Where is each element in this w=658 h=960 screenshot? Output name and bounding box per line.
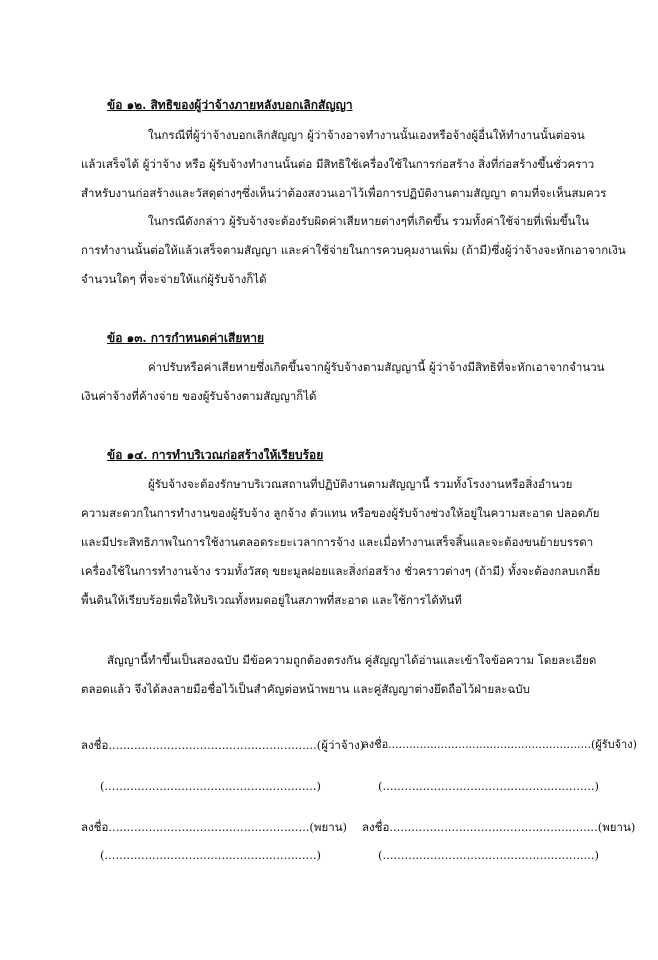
section-12-line-6: จำนวนใดๆ ที่จะจ่ายให้แก่ผู้รับจ้างก็ได้ <box>81 272 267 286</box>
witness-2-signature-line: ลงชื่อ.........................................................(พยาน) <box>362 820 636 834</box>
witness-2-name-line: (..........................................................) <box>378 848 599 862</box>
section-14-line-2: ความสะดวกในการทำงานของผู้รับจ้าง ลูกจ้าง ตัวแทน หรือของผู้รับจ้างช่วงให้อยู่ในความสะอาด ปลอดภัย <box>81 506 600 520</box>
section-14-line-5: พื้นดินให้เรียบร้อยเพื่อให้บริเวณทั้งหมดอยู่ในสภาพที่สะอาด และใช้การได้ทันที <box>81 593 462 607</box>
section-14-line-1: ผู้รับจ้างจะต้องรักษาบริเวณสถานที่ปฏิบัติงานตามสัญญานี้ รวมทั้งโรงงานหรือสิ่งอำนวย <box>148 477 573 491</box>
section-12-line-2: แล้วเสร็จได้ ผู้ว่าจ้าง หรือ ผู้รับจ้างทำงานนั้นต่อ มีสิทธิใช้เครื่องใช้ในการก่อสร้าง สิ่งที่ก่อสร้างขึ้นชั่วคราว <box>81 157 595 171</box>
section-12-line-1: ในกรณีที่ผู้ว่าจ้างบอกเลิกสัญญา ผู้ว่าจ้างอาจทำงานนั้นเองหรือจ้างผู้อื่นให้ทำงานนั้นต่อจน <box>148 128 585 142</box>
contractor-name-line: (..........................................................) <box>378 779 599 793</box>
section-12-line-4: ในกรณีดังกล่าว ผู้รับจ้างจะต้องรับผิดค่าเสียหายต่างๆที่เกิดขึ้น รวมทั้งค่าใช้จ่ายที่เพิ่มขึ้นใน <box>148 214 590 228</box>
section-13-line-1: ค่าปรับหรือค่าเสียหายซึ่งเกิดขึ้นจากผู้รับจ้างตามสัญญานี้ ผู้ว่าจ้างมีสิทธิที่จะหักเอาจากจำนวน <box>148 360 605 374</box>
section-12-line-3: สำหรับงานก่อสร้างและวัสดุต่างๆซึ่งเห็นว่าต้องสงวนเอาไว้เพื่อการปฏิบัติงานตามสัญญา ตามที่จะเห็นสมควร <box>81 186 607 200</box>
section-13-heading: ข้อ ๑๓. การกำหนดค่าเสียหาย <box>107 331 265 345</box>
closing-line-2: ตลอดแล้ว จึงได้ลงลายมือชื่อไว้เป็นสำคัญต่อหน้าพยาน และคู่สัญญาต่างยึดถือไว้ฝ่ายละฉบับ <box>81 682 530 696</box>
employer-name-line: (..........................................................) <box>100 779 321 793</box>
section-14-line-4: เครื่องใช้ในการทำงานจ้าง รวมทั้งวัสดุ ขยะมูลฝอยและสิ่งก่อสร้าง ชั่วคราวต่างๆ (ถ้ามี) ทั้งจะต้องกลบเกลี่ย <box>81 564 601 578</box>
section-12-line-5: การทำงานนั้นต่อให้แล้วเสร็จตามสัญญา และค่าใช้จ่ายในการควบคุมงานเพิ่ม (ถ้ามี)ซึ่งผู้ว่าจ้างจะหักเอาจากเงิน <box>81 243 626 257</box>
section-14-heading: ข้อ ๑๔. การทำบริเวณก่อสร้างให้เรียบร้อย <box>107 448 324 462</box>
contractor-signature-line: ลงชื่อ..........................................................(ผู้รับจ้าง) <box>362 738 637 751</box>
witness-1-name-line: (..........................................................) <box>100 848 321 862</box>
section-14-line-3: และมีประสิทธิภาพในการใช้งานตลอดระยะเวลาการจ้าง และเมื่อทำงานเสร็จสิ้นและจะต้องขนย้ายบรรดา <box>81 535 594 549</box>
witness-1-signature-line: ลงชื่อ.......................................................(พยาน) <box>81 820 348 834</box>
employer-signature-line: ลงชื่อ.........................................................(ผู้ว่าจ้าง) <box>81 738 365 752</box>
section-13-line-2: เงินค่าจ้างที่ค้างจ่าย ของผู้รับจ้างตามสัญญาก็ได้ <box>81 389 317 403</box>
closing-line-1: สัญญานี้ทำขึ้นเป็นสองฉบับ มีข้อความถูกต้องตรงกัน คู่สัญญาได้อ่านและเข้าใจข้อความ โดยละเอียด <box>107 653 597 667</box>
section-12-heading: ข้อ ๑๒. สิทธิของผู้ว่าจ้างภายหลังบอกเลิกสัญญา <box>107 98 353 112</box>
